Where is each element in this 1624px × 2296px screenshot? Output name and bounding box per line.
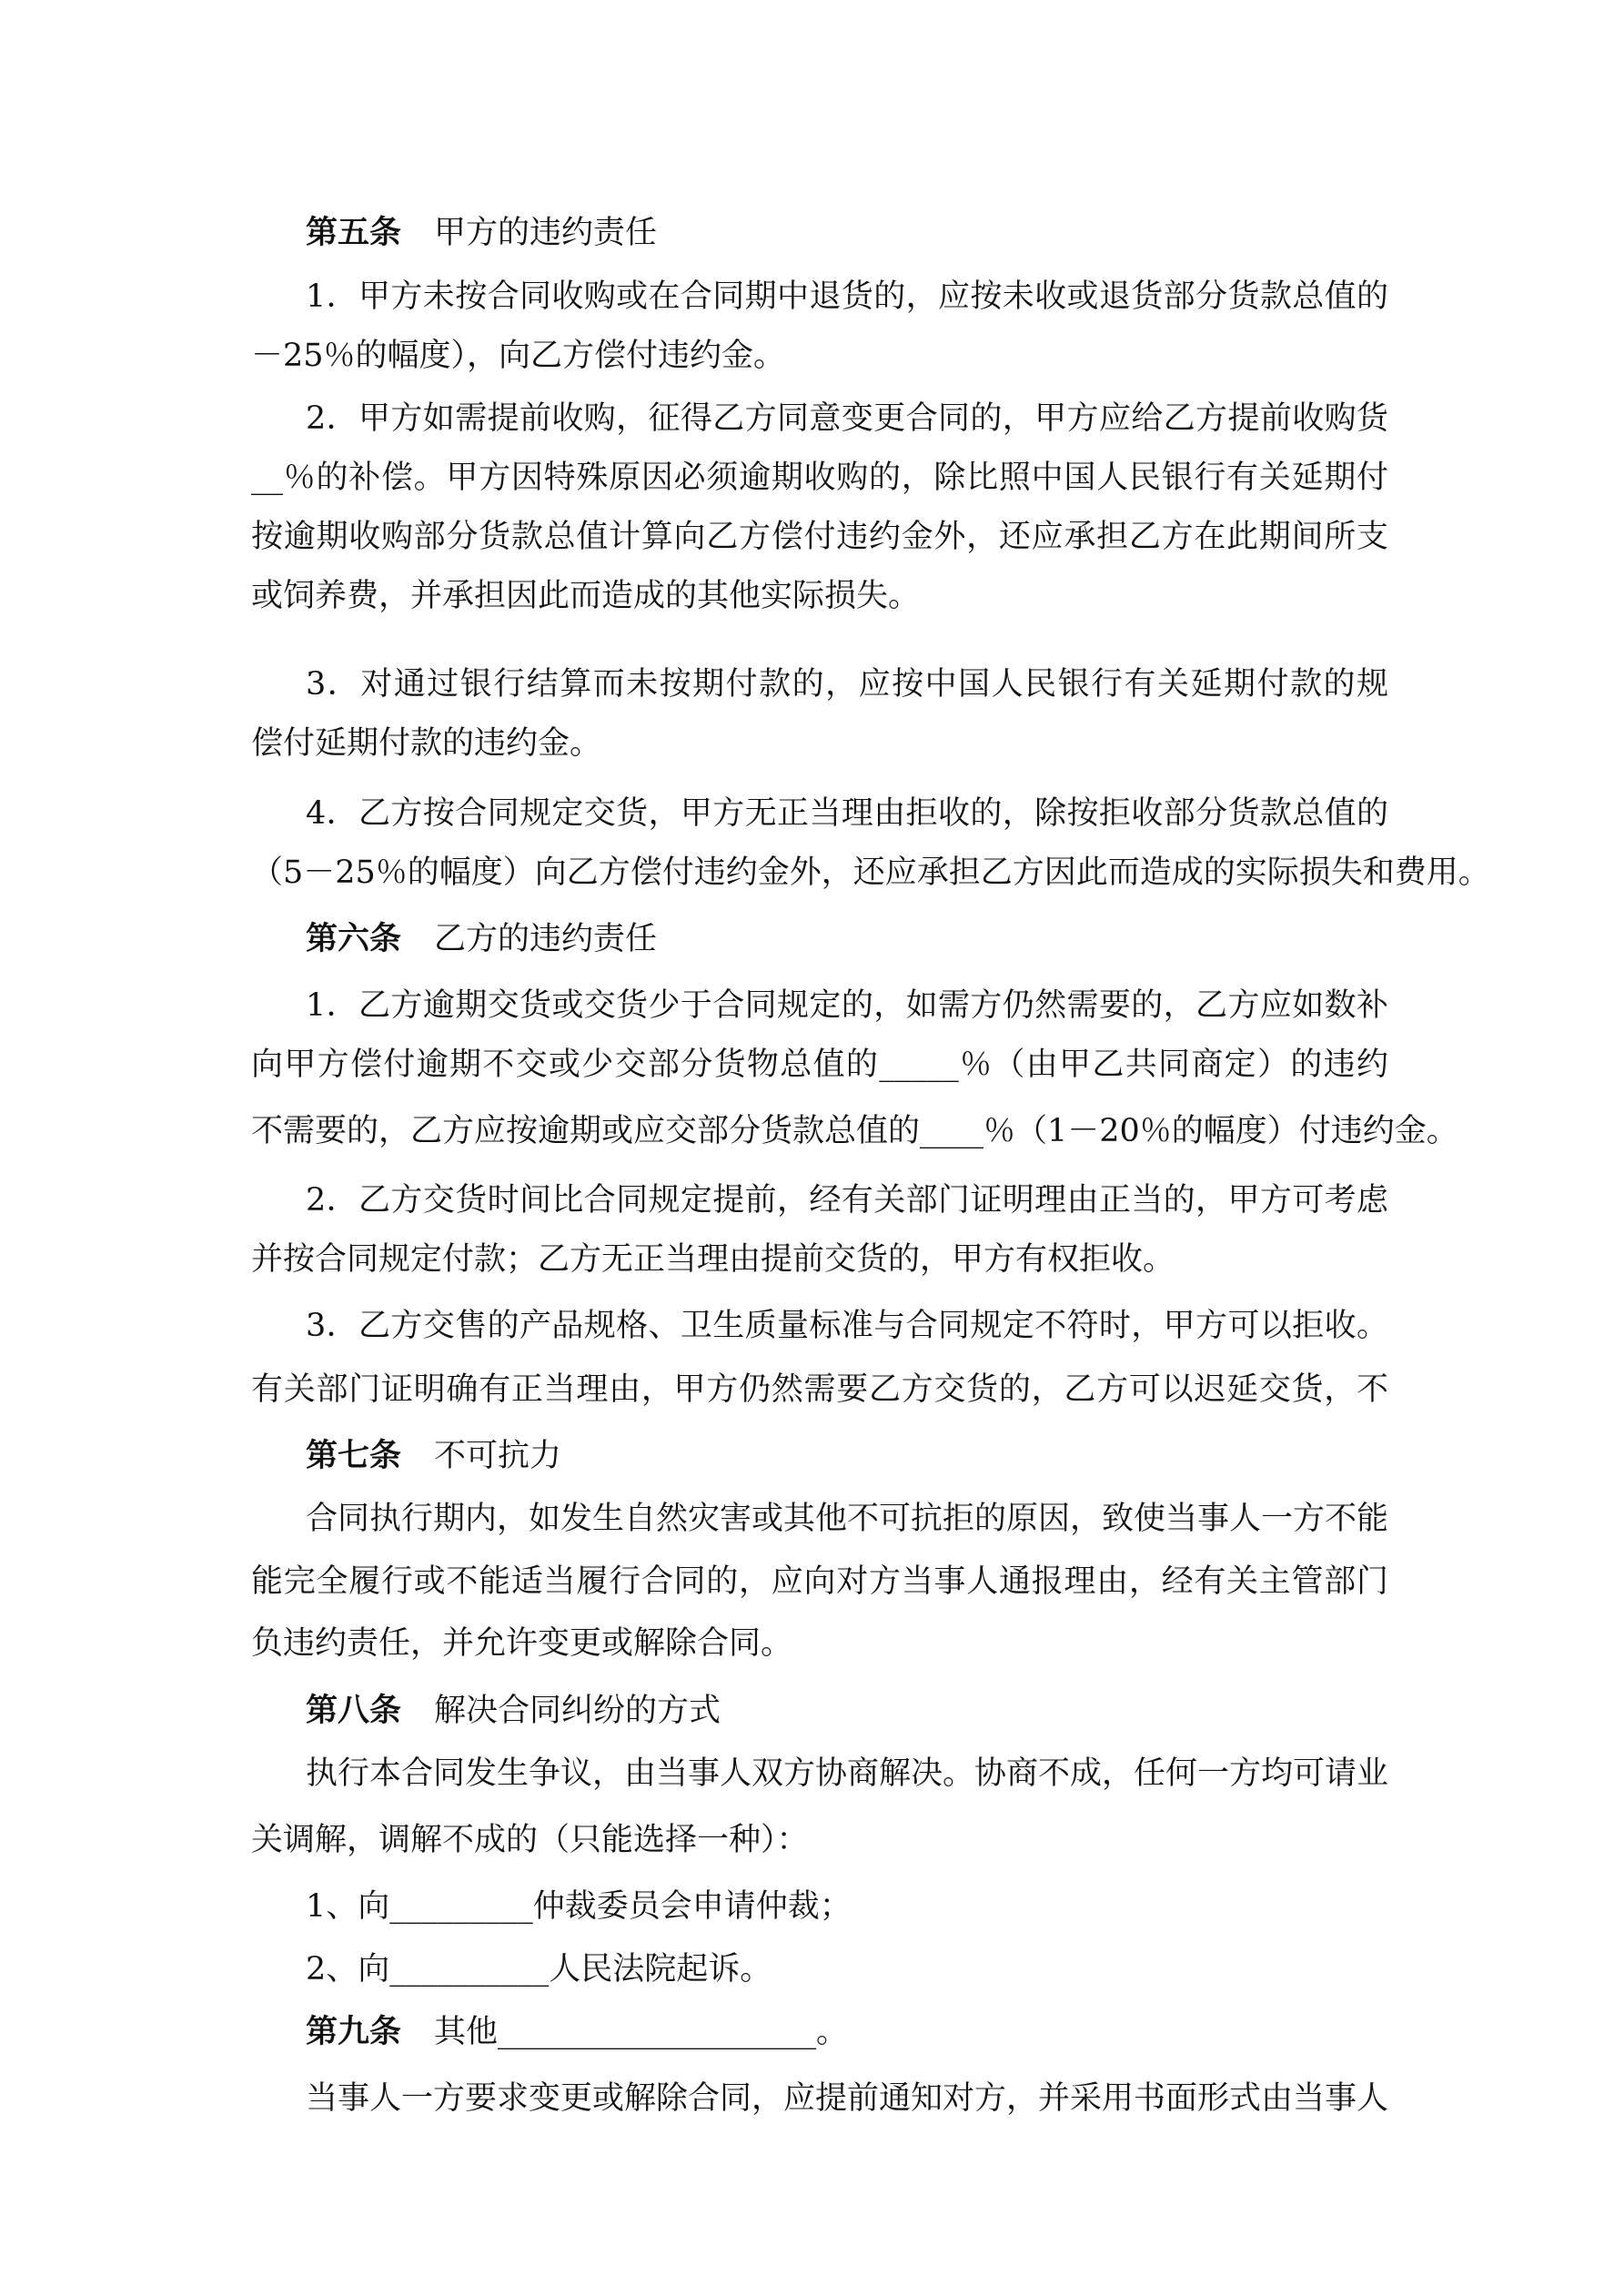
article-title: 其他____________________。	[434, 2014, 849, 2050]
paragraph-line: 合同执行期内，如发生自然灾害或其他不可抗拒的原因，致使当事人一方不能	[306, 1501, 1388, 1537]
article-8-heading	[306, 1692, 1388, 1730]
paragraph-line: 并按合同规定付款；乙方无正当理由提前交货的，甲方有权拒收。	[251, 1241, 1175, 1278]
paragraph-line: 当事人一方要求变更或解除合同，应提前通知对方，并采用书面形式由当事人	[306, 2080, 1388, 2117]
article-label: 第九条	[306, 2013, 402, 2050]
article-6-heading	[306, 920, 1388, 958]
article-label: 第八条	[306, 1692, 402, 1729]
paragraph-line: 1．甲方未按合同收购或在合同期中退货的，应按未收或退货部分货款总值的	[306, 278, 1388, 315]
article-label: 第五条	[306, 214, 402, 251]
paragraph-line: 关调解，调解不成的（只能选择一种）：	[251, 1822, 809, 1858]
paragraph-line: 1．乙方逾期交货或交货少于合同规定的，如需方仍然需要的，乙方应如数补	[306, 987, 1388, 1024]
paragraph-line: 2．甲方如需提前收购，征得乙方同意变更合同的，甲方应给乙方提前收购货	[306, 400, 1388, 437]
paragraph-line: 负违约责任，并允许变更或解除合同。	[251, 1625, 793, 1662]
article-title: 乙方的违约责任	[434, 921, 658, 957]
paragraph-line: 4．乙方按合同规定交货，甲方无正当理由拒收的，除按拒收部分货款总值的	[306, 795, 1388, 832]
article-label: 第七条	[306, 1437, 402, 1474]
article-title: 不可抗力	[434, 1438, 562, 1474]
paragraph-line: __％的补偿。甲方因特殊原因必须逾期收购的，除比照中国人民银行有关延期付	[251, 460, 1388, 496]
article-7-heading	[306, 1437, 1388, 1475]
article-title: 甲方的违约责任	[434, 215, 658, 251]
paragraph-line: 3．对通过银行结算而未按期付款的，应按中国人民银行有关延期付款的规	[306, 666, 1388, 703]
paragraph-line: 执行本合同发生争议，由当事人双方协商解决。协商不成，任何一方均可请业	[306, 1755, 1388, 1792]
article-label: 第六条	[306, 920, 402, 957]
paragraph-line: 3．乙方交售的产品规格、卫生质量标准与合同规定不符时，甲方可以拒收。	[306, 1308, 1388, 1344]
paragraph-line: 有关部门证明确有正当理由，甲方仍然需要乙方交货的，乙方可以迟延交货，不	[251, 1371, 1388, 1408]
paragraph-line: 不需要的，乙方应按逾期或应交部分货款总值的____％（1－20％的幅度）付违约金。	[251, 1113, 1458, 1149]
article-5-heading	[306, 214, 1388, 252]
article-9-heading	[306, 2013, 1388, 2051]
paragraph-line: 能完全履行或不能适当履行合同的，应向对方当事人通报理由，经有关主管部门	[251, 1563, 1388, 1600]
paragraph-line: 1、向_________仲裁委员会申请仲裁；	[306, 1888, 852, 1925]
paragraph-line: 或饲养费，并承担因此而造成的其他实际损失。	[251, 578, 921, 614]
paragraph-line: （5－25％的幅度）向乙方偿付违约金外，还应承担乙方因此而造成的实际损失和费用。	[251, 855, 1490, 891]
paragraph-line: 向甲方偿付逾期不交或少交部分货物总值的_____％（由甲乙共同商定）的违约	[251, 1047, 1388, 1083]
paragraph-line: 2、向__________人民法院起诉。	[306, 1951, 772, 1988]
paragraph-line: 偿付延期付款的违约金。	[251, 725, 602, 762]
paragraph-line: 2．乙方交货时间比合同规定提前，经有关部门证明理由正当的，甲方可考虑	[306, 1182, 1388, 1219]
article-title: 解决合同纠纷的方式	[434, 1693, 721, 1729]
paragraph-line: 按逾期收购部分货款总值计算向乙方偿付违约金外，还应承担乙方在此期间所支	[251, 519, 1388, 555]
paragraph-line: －25％的幅度），向乙方偿付违约金。	[251, 338, 786, 374]
